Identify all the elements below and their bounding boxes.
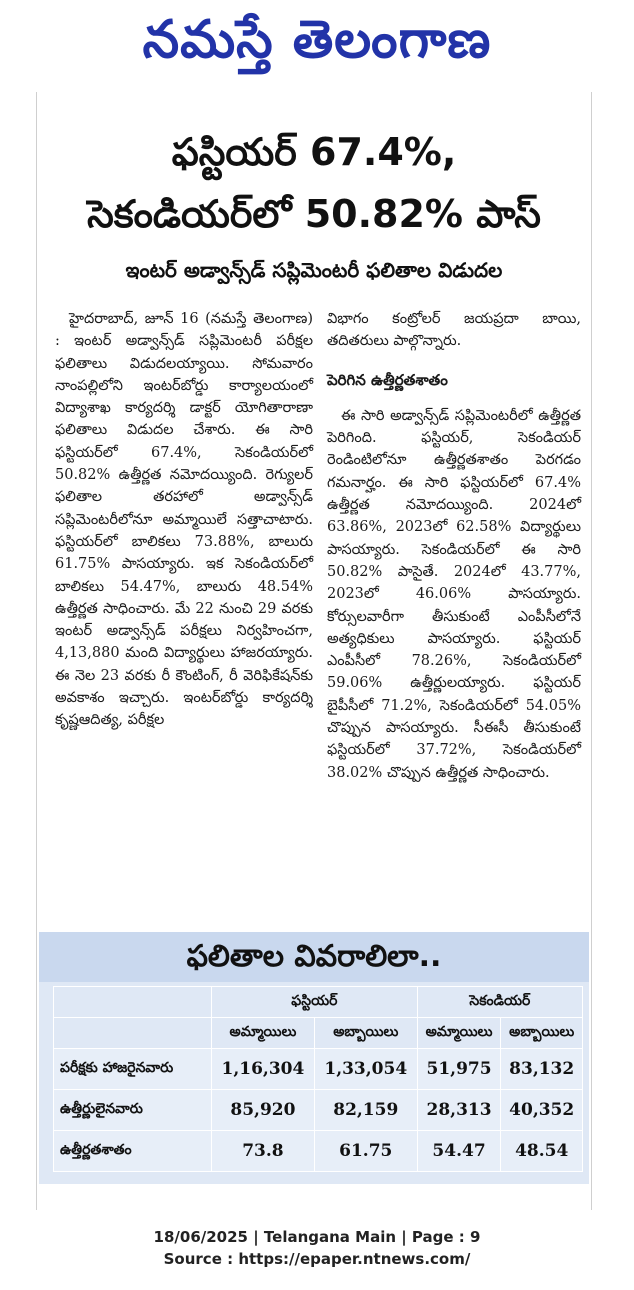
results-group-header-row xyxy=(54,987,583,1018)
masthead-logo: నమస్తే తెలంగాణ xyxy=(142,9,492,70)
headline-line-1: ఫస్టియర్ 67.4%, xyxy=(171,130,457,174)
table-cell: 40,352 xyxy=(501,1090,583,1131)
row-label: పరీక్షకు హాజరైనవారు xyxy=(54,1049,212,1090)
masthead xyxy=(0,0,634,92)
table-cell: 83,132 xyxy=(501,1049,583,1090)
headline-line-2: సెకండియర్‌లో 50.82% పాస్ xyxy=(87,192,541,236)
article-right-column xyxy=(327,308,581,784)
empty-corner-cell xyxy=(54,987,212,1018)
right-column-para-2: ఈ సారి అడ్వాన్స్‌డ్ సప్లిమెంటరీలో ఉత్తీర్ణత పెరిగింది. ఫస్టియర్, సెకండియర్ రెండింటిలోనూ ఉత్తీర్ణతశాతం పెరగడం గమనార్హం. ఈ సారి ఫస్టియర్‌లో 67.4% ఉత్తీర్ణత నమోదయ్యింది. 2024లో 63.86%, 2023లో 62.58% విద్యార్థులు పాసయ్యారు. సెకండియర్‌లో ఈ సారి 50.82% పాసైతే. 2024లో 43.77%, 2023లో 46.06% పాసయ్యారు. కోర్సులవారీగా తీసుకుంటే ఎంపీసీలోనే అత్యధికులు పాసయ్యారు. ఫస్టియర్ ఎంపీసీలో 78.26%, సెకండియర్‌లో 59.06% ఉత్తీర్ణులయ్యారు. ఫస్టియర్ బైపీసీలో 71.2%, సెకండియర్‌లో 54.05% చొప్పున పాసయ్యారు. సీఈసీ తీసుకుంటే ఫస్టియర్‌లో 37.72%, సెకండియర్‌లో 38.02% చొప్పున ఉత్తీర్ణత సాధించారు. xyxy=(327,407,581,781)
results-box xyxy=(39,932,589,1184)
table-cell: 61.75 xyxy=(314,1131,417,1172)
table-cell: 1,33,054 xyxy=(314,1049,417,1090)
section-subhead: పెరిగిన ఉత్తీర్ణతశాతం xyxy=(327,370,448,389)
second-year-boys-header: అబ్బాయిలు xyxy=(501,1018,583,1049)
table-row xyxy=(54,1090,583,1131)
table-cell: 85,920 xyxy=(212,1090,315,1131)
second-year-girls-header: అమ్మాయిలు xyxy=(417,1018,501,1049)
article-left-column xyxy=(55,308,313,732)
results-subheader-row xyxy=(54,1018,583,1049)
article xyxy=(36,92,592,1210)
right-column-para-1: విభాగం కంట్రోలర్ జయప్రదా బాయి, తదితరులు పాల్గొన్నారు. xyxy=(327,311,581,350)
first-year-header: ఫస్టియర్ xyxy=(212,987,418,1018)
first-year-boys-header: అబ్బాయిలు xyxy=(314,1018,417,1049)
subheadline: ఇంటర్ అడ్వాన్స్‌డ్ సప్లిమెంటరీ ఫలితాల విడుదల xyxy=(125,258,503,282)
row-label: ఉత్తీర్ణులైనవారు xyxy=(54,1090,212,1131)
footer-date-page: 18/06/2025 | Telangana Main | Page : 9 xyxy=(153,1228,481,1246)
results-table xyxy=(53,986,583,1172)
table-cell: 51,975 xyxy=(417,1049,501,1090)
table-cell: 82,159 xyxy=(314,1090,417,1131)
table-cell: 48.54 xyxy=(501,1131,583,1172)
footer-source: Source : https://epaper.ntnews.com/ xyxy=(163,1250,471,1268)
left-column-text: హైదరాబాద్, జూన్ 16 (నమస్తే తెలంగాణ) : ఇంటర్ అడ్వాన్స్‌డ్ సప్లిమెంటరీ పరీక్షల ఫలితాలు విడుదలయ్యాయి. సోమవారం నాంపల్లిలోని ఇంటర్‌బోర్డు కార్యాలయంలో విద్యాశాఖ కార్యదర్శి డాక్టర్ యోగితారాణా ఫలితాలు విడుదల చేశారు. ఈ సారి ఫస్టియర్‌లో 67.4%, సెకండియర్‌లో 50.82% ఉత్తీర్ణత నమోదయ్యింది. రెగ్యులర్ ఫలితాల తరహాలో అడ్వాన్స్‌డ్ సప్లిమెంటరీలోనూ అమ్మాయిలే సత్తాచాటారు. ఫస్టియర్‌లో బాలికలు 73.88%, బాలురు 61.75% పాసయ్యారు. ఇక సెకండియర్‌లో బాలికలు 54.47%, బాలురు 48.54% ఉత్తీర్ణత సాధించారు. మే 22 నుంచి 29 వరకు ఇంటర్ అడ్వాన్స్‌డ్ పరీక్షలు నిర్వహించగా, 4,13,880 మంది విద్యార్థులు హాజరయ్యారు. ఈ నెల 23 వరకు రీ కౌంటింగ్, రీ వెరిఫికేషన్‌కు అవకాశం ఇచ్చారు. ఇంటర్‌బోర్డు కార్యదర్శి కృష్ణఆదిత్య, పరీక్షల xyxy=(55,311,313,729)
second-year-header: సెకండియర్ xyxy=(417,987,582,1018)
first-year-girls-header: అమ్మాయిలు xyxy=(212,1018,315,1049)
empty-corner-cell xyxy=(54,1018,212,1049)
table-cell: 1,16,304 xyxy=(212,1049,315,1090)
table-row xyxy=(54,1049,583,1090)
results-title: ఫలితాల వివరాలిలా.. xyxy=(39,932,589,982)
table-cell: 73.8 xyxy=(212,1131,315,1172)
table-cell: 54.47 xyxy=(417,1131,501,1172)
row-label: ఉత్తీర్ణతశాతం xyxy=(54,1131,212,1172)
table-row xyxy=(54,1131,583,1172)
table-cell: 28,313 xyxy=(417,1090,501,1131)
